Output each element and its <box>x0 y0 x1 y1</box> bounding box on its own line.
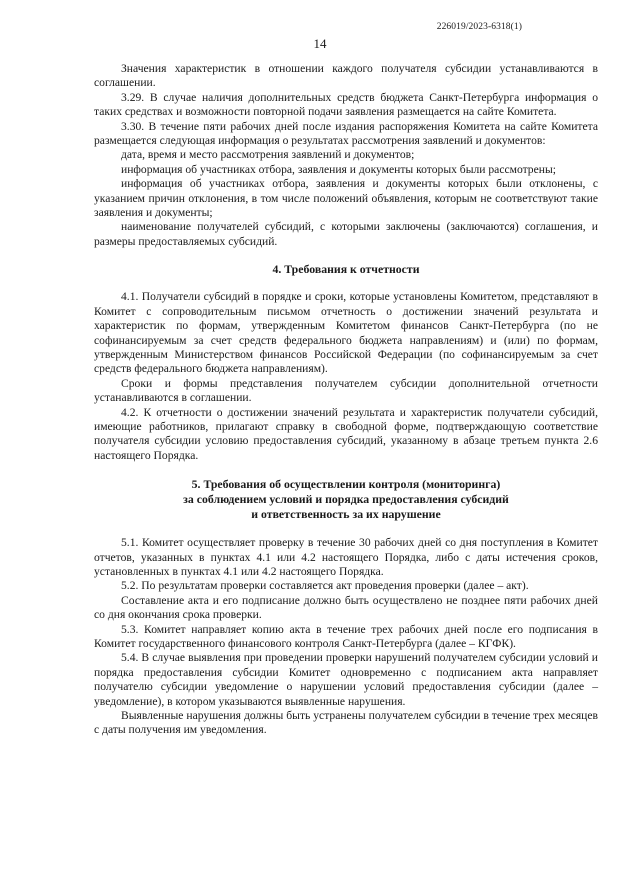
paragraph-3-30: 3.30. В течение пяти рабочих дней после издания распоряжения Комитета на сайте Комитета размещается следующая информация о результатах рассмотрения заявлений и документов: <box>94 119 598 148</box>
page-number: 14 <box>313 36 327 51</box>
paragraph-terms: Сроки и формы представления получателем субсидии дополнительной отчетности устанавливаются в соглашении. <box>94 376 598 405</box>
doc-id: 226019/2023-6318(1) <box>436 22 522 32</box>
list-item-rejected: информация об участниках отбора, заявления и документы которых были отклонены, с указанием причин отклонения, в том числе положений объявления, которым не соответствуют такие заявления и документы; <box>94 177 598 220</box>
paragraph-4-2: 4.2. К отчетности о достижении значений результата и характеристик получатели субсидий, имеющие работников, прилагают справку в свободной форме, подтверждающую соответствие получателя субсидии условию предоставления субсидий, указанному в абзаце третьем пункта 2.6 настоящего Порядка. <box>94 405 598 462</box>
paragraph-5-2: 5.2. По результатам проверки составляется акт проведения проверки (далее – акт). <box>121 579 529 593</box>
section-5-heading-line-2: за соблюдением условий и порядка предоставления субсидий <box>183 492 509 507</box>
section-5-heading-line-3: и ответственность за их нарушение <box>251 507 441 522</box>
list-item-date: дата, время и место рассмотрения заявлений и документов; <box>121 148 415 162</box>
paragraph-violations: Выявленные нарушения должны быть устранены получателем субсидии в течение трех месяцев с даты получения им уведомления. <box>94 709 598 737</box>
section-4-heading: 4. Требования к отчетности <box>272 262 420 277</box>
section-5-heading-line-1: 5. Требования об осуществлении контроля (мониторинга) <box>191 477 501 492</box>
section-5-heading <box>94 477 598 522</box>
paragraph-3-29: 3.29. В случае наличия дополнительных средств бюджета Санкт-Петербурга информация о таких средствах и возможности повторной подачи заявления размещается на сайте Комитета. <box>94 90 598 119</box>
document-body <box>94 62 598 738</box>
paragraph-5-4: 5.4. В случае выявления при проведении проверки нарушений получателем субсидии условий и порядка предоставления субсидии Комитет одновременно с подписанием акта направляет получателю субсидии уведомление о нарушении условий предоставления субсидии (далее – уведомление), в котором указываются выявленные нарушения. <box>94 651 598 708</box>
list-item-recipients: наименование получателей субсидий, с которыми заключены (заключаются) соглашения, и размеры предоставляемых субсидий. <box>94 220 598 248</box>
paragraph-act: Составление акта и его подписание должно быть осуществлено не позднее пяти рабочих дней со дня окончания срока проверки. <box>94 593 598 622</box>
list-item-participants: информация об участниках отбора, заявления и документы которых были рассмотрены; <box>121 162 556 176</box>
paragraph-5-1: 5.1. Комитет осуществляет проверку в течение 30 рабочих дней со дня поступления в Комитет отчетов, указанных в пунктах 4.1 или 4.2 настоящего Порядка, либо с даты истечения сроков, установленных в пунктах 4.1 или 4.2 настоящего Порядка. <box>94 536 598 578</box>
paragraph-4-1: 4.1. Получатели субсидий в порядке и сроки, которые установлены Комитетом, представляют в Комитет с сопроводительным письмом отчетность о достижении значений результата и характеристик по формам, утвержденным Комитетом финансов Санкт-Петербурга (по не софинансируемым за счет средств федерального бюджета направлениям) и (или) по формам, утвержденным Министерством финансов Российской Федерации (по софинансируемым за счет средств федерального бюджета направлениям). <box>94 290 598 376</box>
paragraph-values-agreement: Значения характеристик в отношении каждого получателя субсидии устанавливаются в соглашении. <box>94 62 598 90</box>
paragraph-5-3: 5.3. Комитет направляет копию акта в течение трех рабочих дней после его подписания в Комитет государственного финансового контроля Санкт-Петербурга (далее – КГФК). <box>94 622 598 650</box>
